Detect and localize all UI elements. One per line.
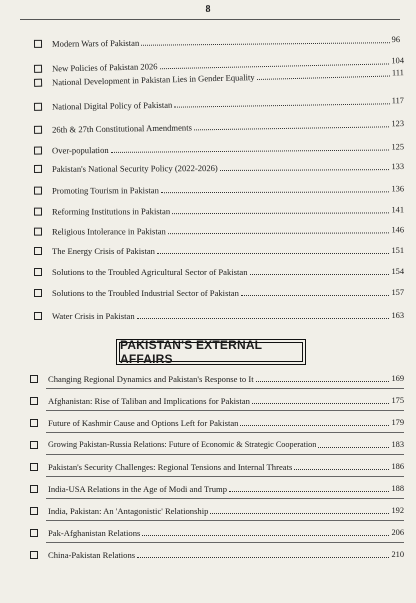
entry-page: 136: [391, 184, 405, 194]
entry-title: Growing Pakistan-Russia Relations: Future of Economic & Strategic Cooperation: [48, 440, 317, 449]
page-number: 8: [205, 4, 211, 15]
toc-entry: [34, 311, 404, 321]
checkbox-bullet: [34, 208, 42, 216]
toc-entry: [34, 119, 404, 135]
checkbox-bullet: [34, 79, 42, 87]
entry-title: Modern Wars of Pakistan: [51, 37, 140, 49]
entry-title: Over-population: [51, 144, 109, 156]
checkbox-bullet: [34, 103, 42, 111]
entry-title: Religious Intolerance in Pakistan: [51, 226, 166, 237]
entry-title: Afghanistan: Rise of Taliban and Implications for Pakistan: [48, 396, 250, 406]
checkbox-bullet: [34, 247, 42, 255]
entry-page: 192: [391, 506, 404, 515]
row-divider: [46, 520, 404, 521]
checkbox-bullet: [34, 228, 42, 236]
entry-title: India, Pakistan: An 'Antagonistic' Relationship: [48, 506, 209, 516]
toc-entry: [34, 162, 404, 174]
checkbox-bullet: [30, 441, 38, 449]
toc-entry: [34, 246, 404, 256]
entry-title: India-USA Relations in the Age of Modi and Trump: [48, 484, 228, 494]
section-heading: PAKISTAN'S EXTERNAL AFFAIRS: [119, 342, 303, 362]
entry-title: National Digital Policy of Pakistan: [51, 99, 173, 112]
entry-title: The Energy Crisis of Pakistan: [52, 246, 155, 256]
entry-page: 163: [391, 311, 404, 320]
checkbox-bullet: [30, 397, 38, 405]
entry-title: Reforming Institutions in Pakistan: [51, 206, 171, 217]
toc-entry: [30, 484, 404, 494]
toc-entry: [34, 288, 404, 298]
dot-leader: [240, 425, 389, 426]
checkbox-bullet: [30, 463, 38, 471]
checkbox-bullet: [30, 529, 38, 537]
dot-leader: [252, 403, 390, 404]
checkbox-bullet: [34, 289, 42, 297]
dot-leader: [111, 150, 390, 153]
entry-title: Water Crisis in Pakistan: [52, 311, 135, 321]
checkbox-bullet: [34, 165, 42, 173]
checkbox-bullet: [30, 419, 38, 427]
entry-page: 146: [391, 225, 405, 235]
checkbox-bullet: [34, 40, 42, 48]
row-divider: [46, 476, 404, 477]
entry-page: 141: [391, 205, 405, 215]
dot-leader: [157, 253, 389, 254]
entry-title: Future of Kashmir Cause and Options Left for Pakistan: [48, 418, 239, 428]
row-divider: [46, 498, 404, 499]
row-divider: [46, 410, 404, 411]
section-heading-box: [116, 339, 306, 365]
entry-title: Pakistan's Security Challenges: Regional Tensions and Internal Threats: [48, 462, 293, 472]
dot-leader: [257, 76, 390, 80]
row-divider: [46, 432, 404, 433]
dot-leader: [142, 535, 389, 536]
entry-page: 183: [391, 440, 404, 449]
dot-leader: [241, 295, 390, 296]
dot-leader: [168, 232, 390, 234]
entry-title: Solutions to the Troubled Agricultural Sector of Pakistan: [52, 267, 248, 277]
toc-entry: [30, 506, 404, 516]
toc-entry: [34, 225, 404, 236]
entry-title: China-Pakistan Relations: [48, 550, 136, 560]
dot-leader: [174, 103, 389, 107]
checkbox-bullet: [30, 507, 38, 515]
entry-page: 175: [391, 396, 404, 405]
entry-page: 111: [391, 68, 405, 78]
entry-page: 123: [391, 119, 405, 129]
row-divider: [46, 454, 404, 455]
dot-leader: [137, 557, 389, 558]
checkbox-bullet: [30, 375, 38, 383]
checkbox-bullet: [34, 312, 42, 320]
toc-entry: [34, 205, 404, 216]
entry-title: Changing Regional Dynamics and Pakistan's Response to It: [48, 374, 254, 384]
dot-leader: [161, 191, 390, 193]
dot-leader: [172, 212, 389, 214]
toc-entry: [30, 374, 404, 384]
checkbox-bullet: [34, 268, 42, 276]
toc-entry: [30, 396, 404, 406]
dot-leader: [256, 381, 390, 382]
entry-page: 151: [391, 246, 404, 255]
entry-page: 96: [391, 35, 401, 45]
dot-leader: [141, 42, 389, 46]
toc-entry: [30, 528, 404, 538]
entry-title: Pak-Afghanistan Relations: [48, 528, 141, 538]
entry-page: 154: [391, 267, 404, 276]
dot-leader: [294, 469, 389, 470]
toc-entry: [34, 96, 404, 112]
entry-page: 117: [391, 96, 405, 106]
entry-title: Pakistan's National Security Policy (2022-2026): [51, 163, 218, 174]
dot-leader: [194, 126, 390, 130]
dot-leader: [160, 63, 390, 69]
entry-title: Solutions to the Troubled Industrial Sector of Pakistan: [52, 288, 239, 298]
dot-leader: [250, 274, 390, 275]
entry-page: 169: [391, 374, 404, 383]
top-rule: [20, 19, 400, 20]
entry-page: 206: [391, 528, 404, 537]
entry-title: Promoting Tourism in Pakistan: [51, 185, 159, 196]
entry-title: 26th & 27th Constitutional Amendments: [51, 122, 192, 135]
checkbox-bullet: [34, 65, 42, 73]
entry-page: 188: [391, 484, 404, 493]
checkbox-bullet: [30, 485, 38, 493]
entry-page: 104: [391, 56, 405, 66]
dot-leader: [210, 513, 389, 514]
checkbox-bullet: [34, 147, 42, 155]
entry-page: 210: [391, 550, 404, 559]
row-divider: [46, 542, 404, 543]
entry-page: 133: [391, 162, 405, 172]
toc-entry: [30, 550, 404, 560]
checkbox-bullet: [34, 126, 42, 134]
entry-title: New Policies of Pakistan 2026: [51, 61, 158, 74]
dot-leader: [318, 447, 389, 448]
entry-title: National Development in Pakistan Lies in Gender Equality: [51, 72, 255, 88]
entry-page: 179: [391, 418, 404, 427]
row-divider: [46, 388, 404, 389]
toc-entry: [34, 184, 404, 195]
toc-entry: [30, 418, 404, 428]
dot-leader: [137, 318, 390, 319]
entry-page: 186: [391, 462, 404, 471]
entry-page: 125: [391, 142, 405, 152]
toc-entry: [30, 462, 404, 472]
dot-leader: [220, 169, 390, 171]
toc-entry: [34, 142, 404, 155]
checkbox-bullet: [34, 187, 42, 195]
entry-page: 157: [391, 288, 404, 297]
toc-entry: [34, 267, 404, 277]
toc-entry: [34, 35, 400, 49]
toc-entry: [30, 440, 404, 450]
dot-leader: [229, 491, 389, 492]
checkbox-bullet: [30, 551, 38, 559]
